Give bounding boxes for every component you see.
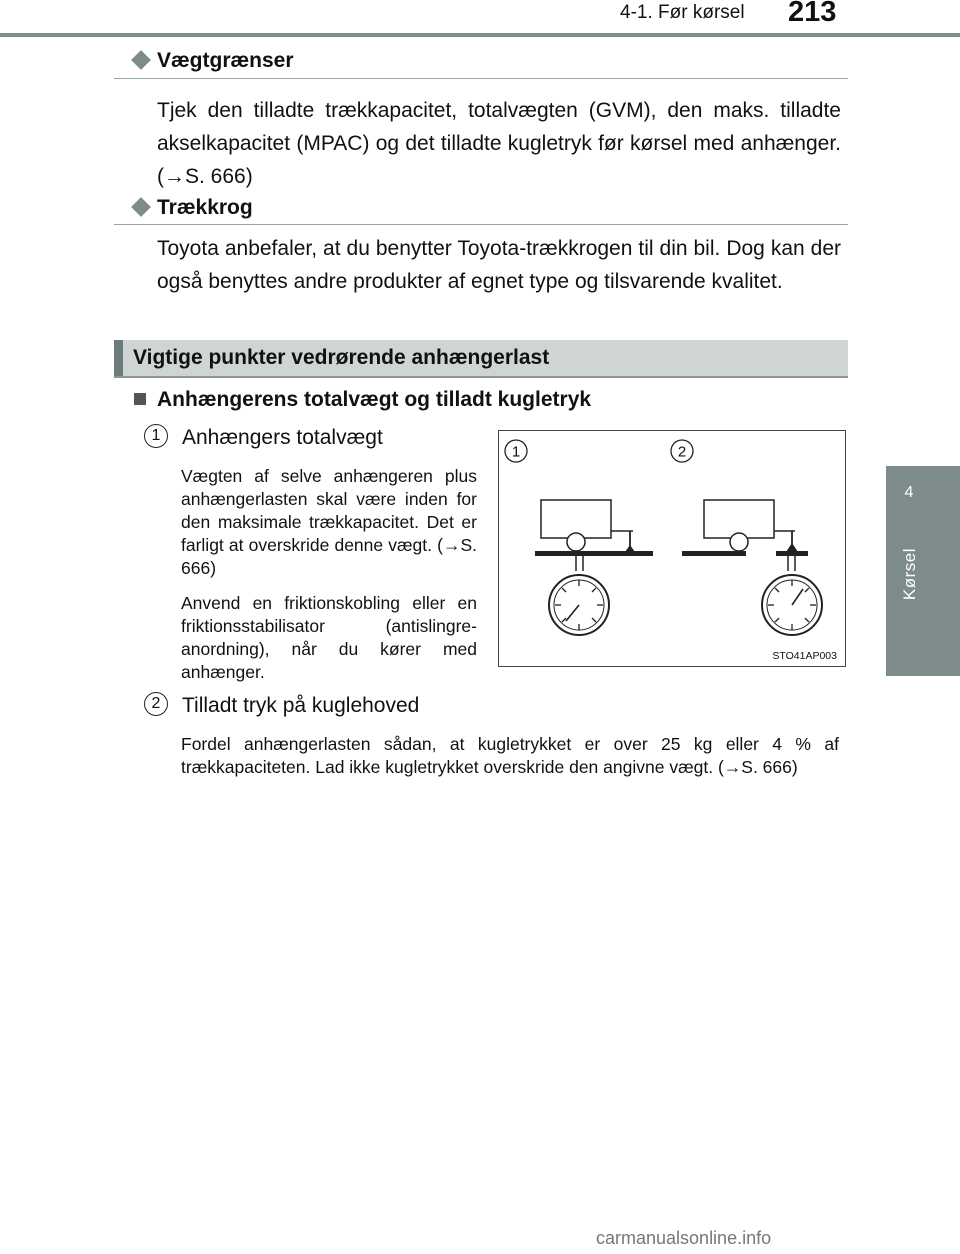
item-paragraph: Fordel anhængerlasten sådan, at kugletrykket er over 25 kg eller 4 % af trækkapaciteten. Lad ikke kugletrykket overskride den angivne vægt. (→S. 666) [181,734,839,777]
heading-divider [114,78,848,79]
heading-weight-limits: Vægtgrænser [157,49,294,72]
trailer-weight-figure [498,430,846,667]
item-number-badge: 1 [144,424,168,448]
diamond-bullet-icon [131,197,151,217]
weight-limits-text: Tjek den tilladte trækkapacitet, totalvægten (GVM), den maks. tilladte akselkapacitet (MPAC) og det tilladte kugletryk før kørsel med anhænger. (→S. 666) [157,99,841,188]
square-bullet-icon [134,393,146,405]
heading-divider [114,224,848,225]
figure-label-2: 2 [677,443,687,461]
item-paragraph: Anvend en friktionskobling eller en friktionsstabilisator (antislingre-anordning), når du kører med anhænger. [181,593,477,682]
item-title-trailer-weight: Anhængers totalvægt [182,426,383,449]
heading-towbar: Trækkrog [157,196,253,219]
towbar-text: Toyota anbefaler, at du benytter Toyota-trækkrogen til din bil. Dog kan der også benyttes andre produkter af egnet type og tilsvarende kvalitet. [157,237,841,293]
diamond-bullet-icon [131,50,151,70]
banner-underline [114,376,848,378]
figure-code: STO41AP003 [772,650,837,662]
item-title-ball-pressure: Tilladt tryk på kuglehoved [182,694,420,717]
banner-title: Vigtige punkter vedrørende anhængerlast [133,346,550,369]
item-paragraph: Vægten af selve anhængeren plus anhængerlasten skal være inden for den maksimale trækkapacitet. Det er farligt at overskride denne vægt. (→S. 666) [181,466,477,578]
figure-label-1: 1 [511,443,521,461]
watermark: carmanualsonline.info [596,1228,772,1248]
section-header: 4-1. Før kørsel [620,2,745,23]
header-divider [0,33,960,37]
chapter-number: 4 [904,484,914,501]
chapter-name [888,548,932,618]
item-number-badge: 2 [144,692,168,716]
page-number: 213 [788,0,837,28]
chapter-name-text: Kørsel [900,548,919,601]
subsection-title: Anhængerens totalvægt og tilladt kugletryk [157,388,592,411]
banner-accent-bar [114,340,123,378]
trailer-scale-diagram [499,431,844,665]
